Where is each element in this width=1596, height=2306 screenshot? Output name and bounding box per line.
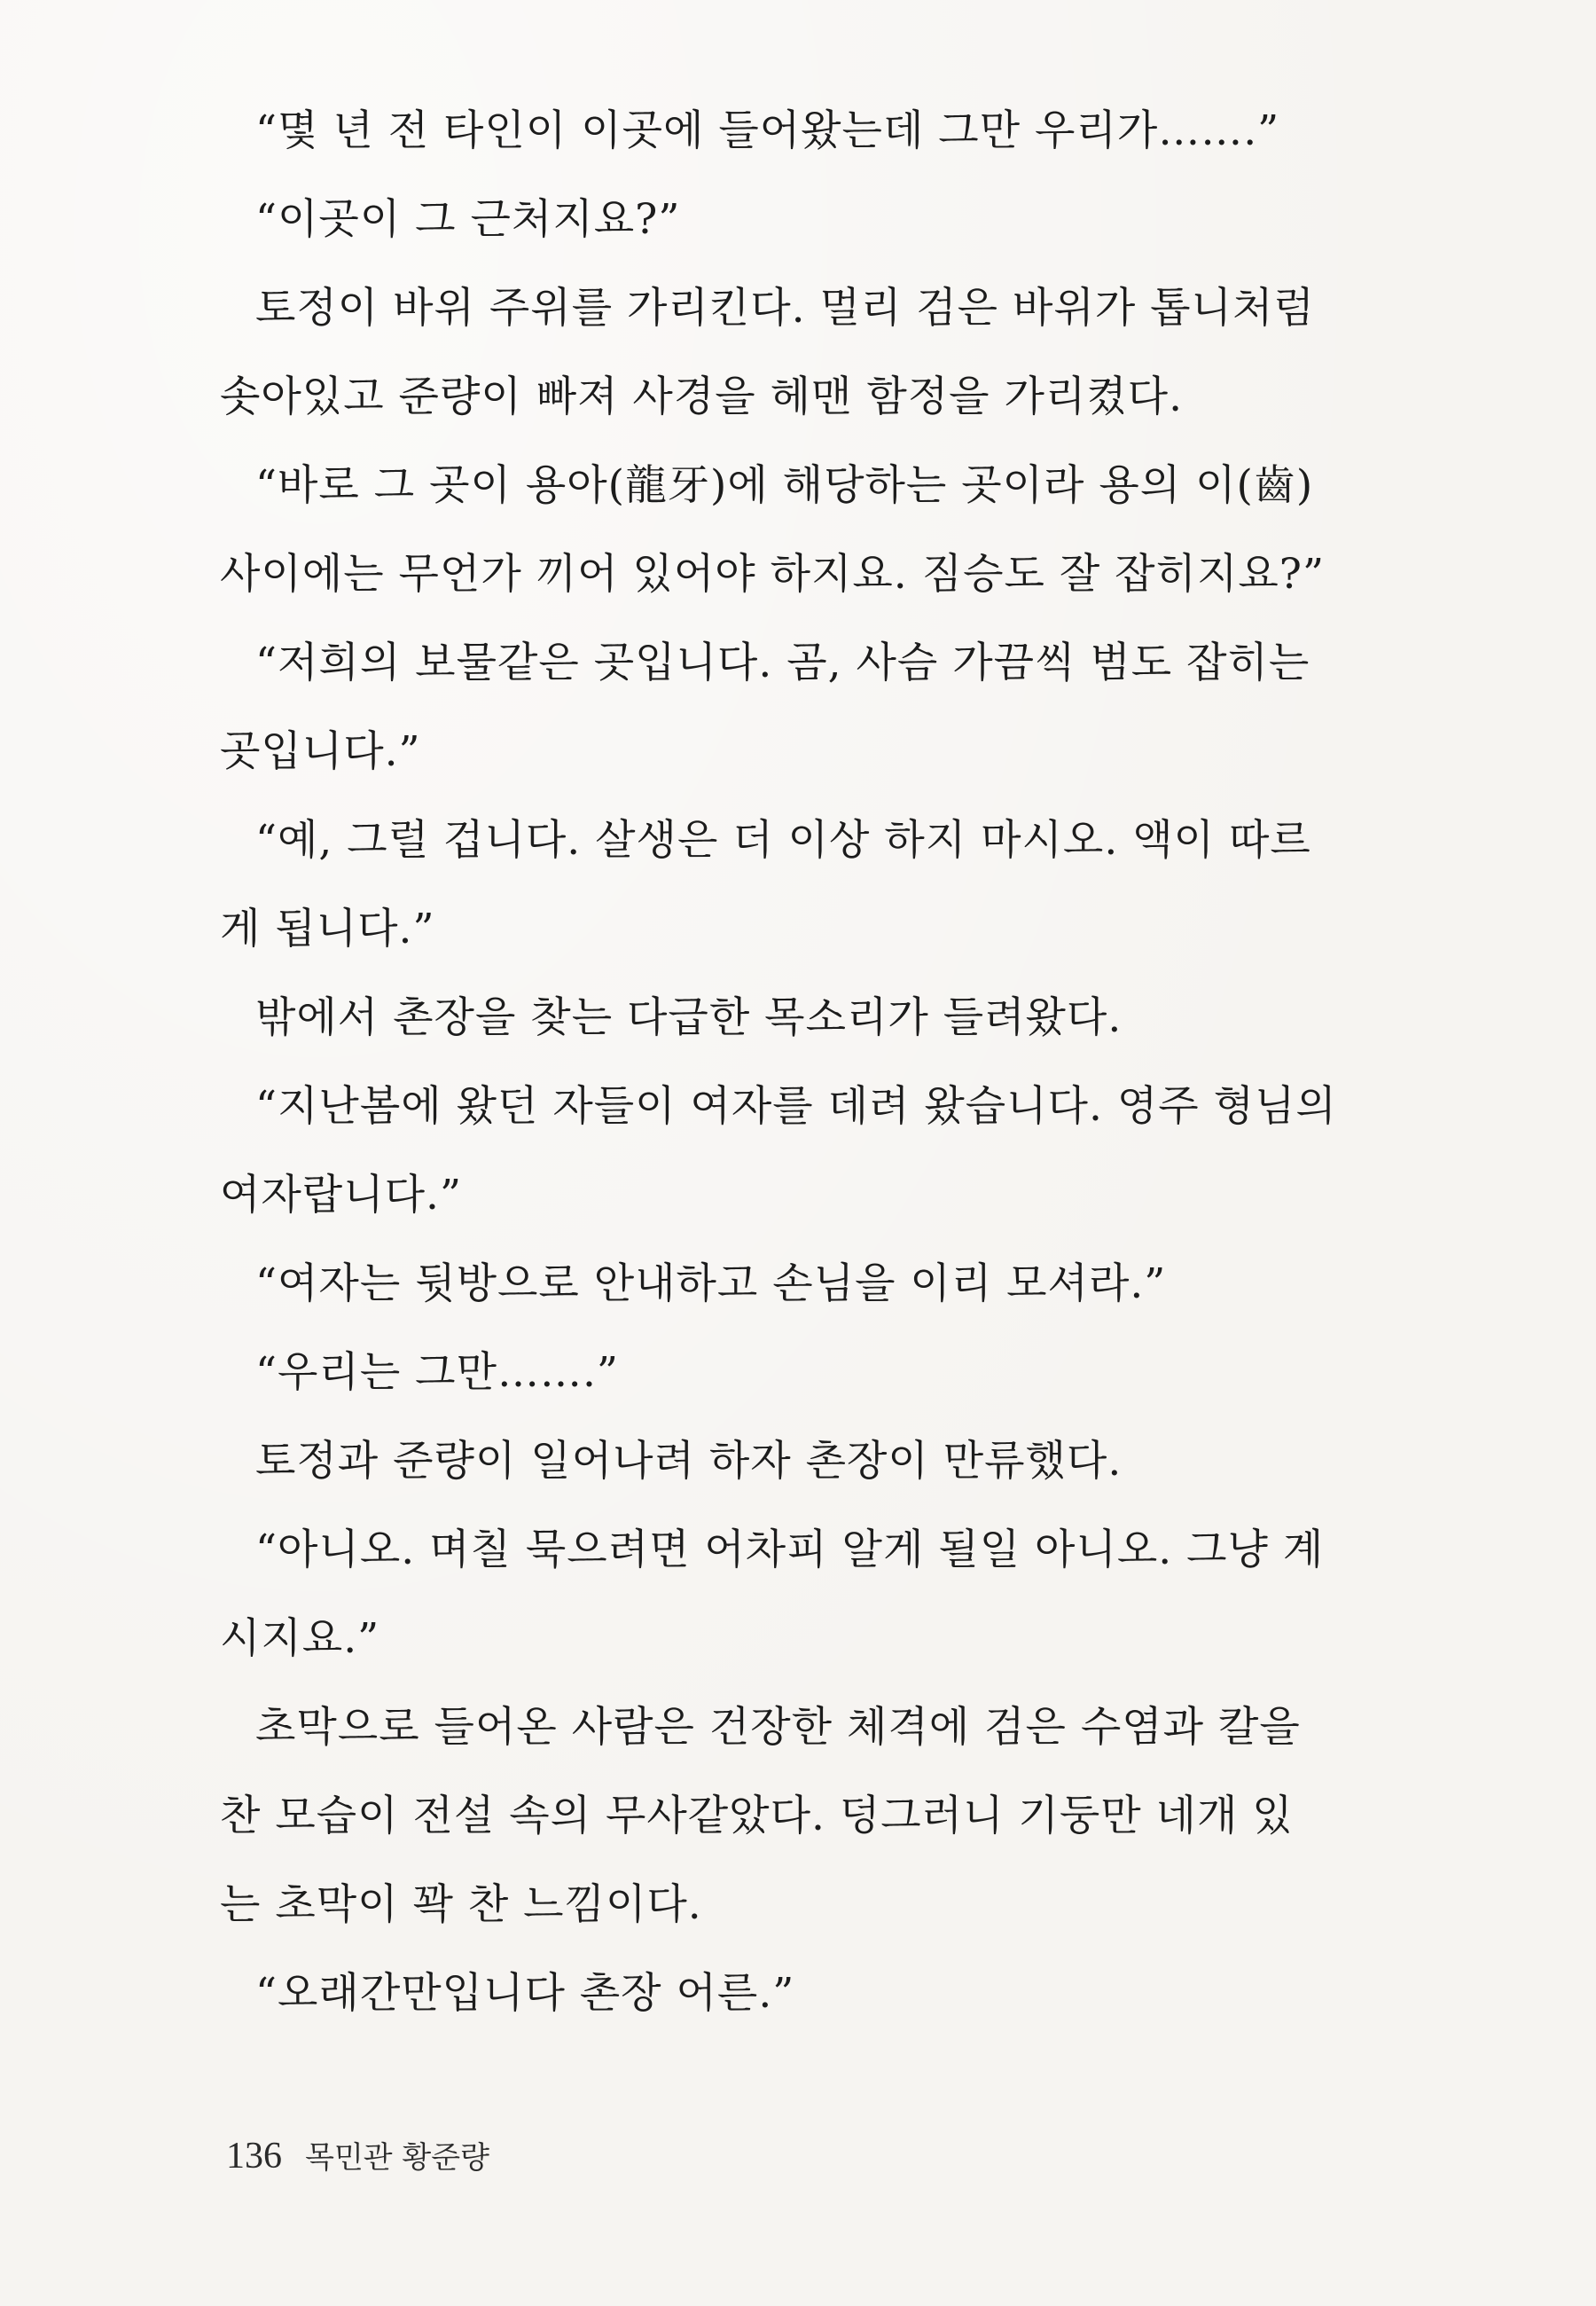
page-number: 136 [226, 2136, 282, 2177]
text-line: “몇 년 전 타인이 이곳에 들어왔는데 그만 우리가…….” [255, 106, 1280, 155]
text-line: 게 됩니다.” [220, 905, 435, 953]
running-title: 목민관 황준량 [305, 2140, 489, 2176]
text-line: 사이에는 무언가 끼어 있어야 하지요. 짐승도 잘 잡히지요?” [220, 550, 1325, 599]
text-line: 는 초막이 꽉 찬 느낌이다. [220, 1880, 702, 1929]
text-line: “지난봄에 왔던 자들이 여자를 데려 왔습니다. 영주 형님의 [255, 1082, 1337, 1131]
text-line: “오래간만입니다 촌장 어른.” [255, 1969, 795, 2018]
text-line: “우리는 그만…….” [255, 1348, 619, 1397]
text-line: “이곳이 그 근처지요?” [255, 195, 681, 244]
text-line: 시지요.” [220, 1614, 380, 1663]
text-line: “아니오. 며칠 묵으려면 어차피 알게 될일 아니오. 그냥 계 [255, 1526, 1325, 1574]
page-body-text [220, 87, 1419, 2038]
text-line: 솟아있고 준량이 빠져 사경을 헤맨 함정을 가리켰다. [220, 373, 1184, 421]
text-line: “여자는 뒷방으로 안내하고 손님을 이리 모셔라.” [255, 1259, 1167, 1308]
text-line: 찬 모습이 전설 속의 무사같았다. 덩그러니 기둥만 네개 있 [220, 1792, 1294, 1840]
text-line: 밖에서 촌장을 찾는 다급한 목소리가 들려왔다. [255, 993, 1123, 1042]
page-footer [226, 2133, 489, 2177]
text-line: “바로 그 곳이 용아(龍牙)에 해당하는 곳이라 용의 이(齒) [255, 461, 1314, 510]
text-line: 초막으로 들어온 사람은 건장한 체격에 검은 수염과 칼을 [255, 1703, 1301, 1752]
text-line: “저희의 보물같은 곳입니다. 곰, 사슴 가끔씩 범도 잡히는 [255, 639, 1310, 687]
text-line: “예, 그럴 겁니다. 살생은 더 이상 하지 마시오. 액이 따르 [255, 816, 1311, 865]
text-line: 여자랍니다.” [220, 1171, 462, 1220]
text-line: 곳입니다.” [220, 727, 421, 776]
text-line: 토정과 준량이 일어나려 하자 촌장이 만류했다. [255, 1437, 1123, 1486]
text-line: 토정이 바위 주위를 가리킨다. 멀리 검은 바위가 톱니처럼 [255, 284, 1315, 333]
